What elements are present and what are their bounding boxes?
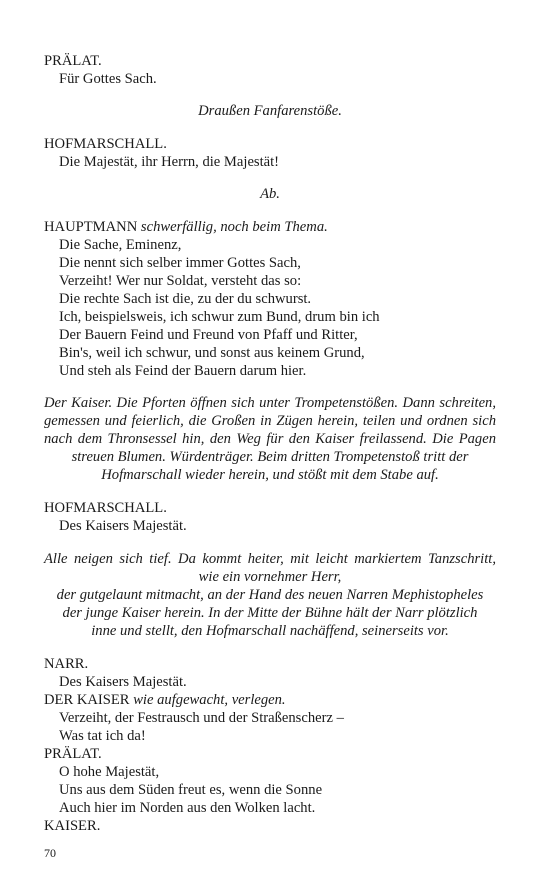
speaker-name: HAUPTMANN [44, 219, 138, 235]
verse-line: Ich, beispielsweis, ich schwur zum Bund, drum bin ich [59, 309, 380, 325]
speaker-name: PRÄLAT. [44, 746, 102, 762]
speaker-name: KAISER. [44, 818, 101, 834]
verse-line: Für Gottes Sach. [59, 71, 157, 87]
speaker-name: HOFMARSCHALL. [44, 136, 167, 152]
verse-line: Uns aus dem Süden freut es, wenn die Sonne [59, 782, 323, 798]
verse-line: Auch hier im Norden aus den Wolken lacht. [59, 800, 316, 816]
speaker-name: PRÄLAT. [44, 53, 102, 69]
verse-line: Was tat ich da! [59, 728, 146, 744]
verse-line: Die Majestät, ihr Herrn, die Majestät! [59, 154, 280, 170]
verse-line: Des Kaisers Majestät. [59, 674, 187, 690]
stage-direction: Alle neigen sich tief. Da kommt heiter, mit leicht markiertem Tanzschritt, [44, 551, 496, 567]
verse-line: Verzeiht! Wer nur Soldat, versteht das so: [59, 273, 302, 289]
stage-direction: Hofmarschall wieder herein, und stößt mit dem Stabe auf. [101, 467, 439, 483]
page-number: 70 [44, 846, 56, 860]
stage-direction: wie ein vornehmer Herr, [198, 569, 342, 585]
verse-line: Die rechte Sach ist die, zu der du schwurst. [59, 291, 312, 307]
speaker-name: NARR. [44, 656, 89, 672]
speaker-name: HOFMARSCHALL. [44, 500, 167, 516]
speaker-line [44, 218, 328, 236]
stage-direction-inline: wie aufgewacht, verlegen. [133, 692, 286, 708]
verse-line: Und steh als Feind der Bauern darum hier. [59, 363, 307, 379]
verse-line: Die Sache, Eminenz, [59, 237, 182, 253]
verse-line: Bin's, weil ich schwur, und sonst aus keinem Grund, [59, 345, 365, 361]
stage-direction-inline: schwerfällig, noch beim Thema. [140, 219, 328, 235]
speaker-name: DER KAISER [44, 692, 130, 708]
stage-direction: streuen Blumen. Würdenträger. Beim dritten Trompetenstoß tritt der [71, 449, 469, 465]
speaker-line [44, 691, 286, 709]
verse-line: Die nennt sich selber immer Gottes Sach, [59, 255, 301, 271]
stage-direction: Draußen Fanfarenstöße. [198, 103, 342, 119]
stage-direction: Ab. [260, 186, 280, 202]
verse-line: O hohe Majestät, [59, 764, 160, 780]
verse-line: Verzeiht, der Festrausch und der Straßenscherz – [59, 710, 344, 726]
stage-direction: gemessen und feierlich, die Großen in Zügen herein, teilen und ordnen sich [44, 413, 496, 429]
stage-direction: nach dem Thronsessel hin, den Weg für den Kaiser freilassend. Die Pagen [44, 431, 496, 447]
stage-direction: der gutgelaunt mitmacht, an der Hand des neuen Narren Mephistopheles [56, 587, 484, 603]
stage-direction: inne und stellt, den Hofmarschall nachäffend, seinerseits vor. [91, 623, 449, 639]
stage-direction: der junge Kaiser herein. In der Mitte der Bühne hält der Narr plötzlich [62, 605, 478, 621]
verse-line: Der Bauern Feind und Freund von Pfaff und Ritter, [59, 327, 358, 343]
verse-line: Des Kaisers Majestät. [59, 518, 187, 534]
stage-direction: Der Kaiser. Die Pforten öffnen sich unter Trompetenstößen. Dann schreiten, [44, 395, 496, 411]
